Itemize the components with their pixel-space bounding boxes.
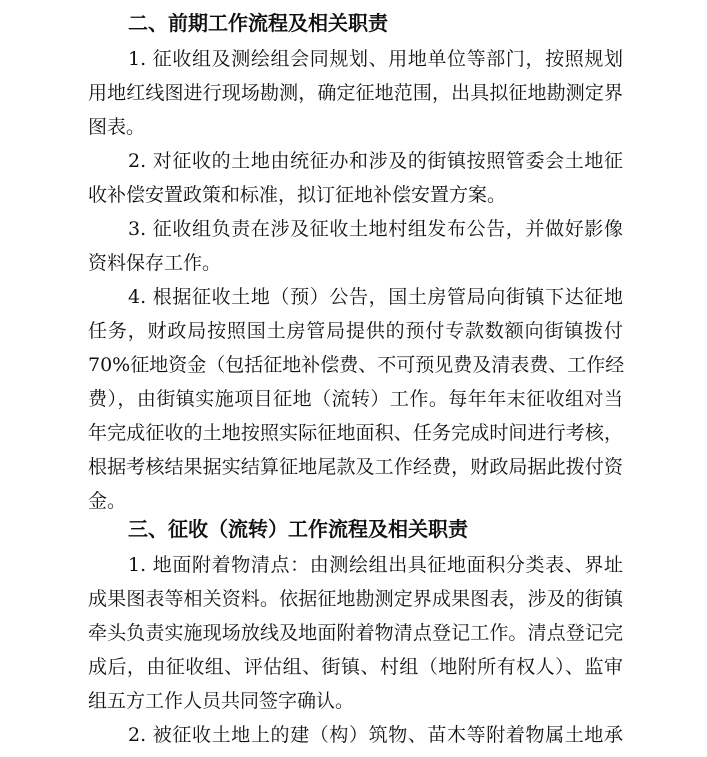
section-heading-2: 二、前期工作流程及相关职责: [128, 11, 388, 35]
paragraph-line: 1. 地面附着物清点：由测绘组出具征地面积分类表、界址: [128, 554, 623, 576]
paragraph-line: 根据考核结果据实结算征地尾款及工作经费，财政局据此拨付资: [88, 456, 623, 478]
paragraph-line: 组五方工作人员共同签字确认。: [88, 690, 355, 712]
paragraph-line: 成后，由征收组、评估组、街镇、村组（地附所有权人）、监审: [88, 656, 623, 678]
section-heading-3: 三、征收（流转）工作流程及相关职责: [128, 517, 468, 541]
paragraph-line: 2. 对征收的土地由统征办和涉及的街镇按照管委会土地征: [128, 150, 623, 172]
paragraph-line: 2. 被征收土地上的建（构）筑物、苗木等附着物属土地承: [128, 724, 623, 746]
paragraph-line: 1. 征收组及测绘组会同规划、用地单位等部门，按照规划: [128, 48, 623, 70]
paragraph-line: 70%征地资金（包括征地补偿费、不可预见费及清表费、工作经: [88, 354, 625, 376]
paragraph-line: 任务，财政局按照国土房管局提供的预付专款数额向街镇拨付: [88, 320, 623, 342]
paragraph-line: 牵头负责实施现场放线及地面附着物清点登记工作。清点登记完: [88, 622, 623, 644]
paragraph-line: 3. 征收组负责在涉及征收土地村组发布公告，并做好影像: [128, 218, 623, 240]
paragraph-line: 4. 根据征收土地（预）公告，国土房管局向街镇下达征地: [128, 286, 623, 308]
paragraph-line: 图表。: [88, 116, 146, 138]
paragraph-line: 年完成征收的土地按照实际征地面积、任务完成时间进行考核，: [88, 422, 623, 444]
paragraph-line: 金。: [88, 490, 127, 512]
paragraph-line: 成果图表等相关资料。依据征地勘测定界成果图表，涉及的街镇: [88, 588, 623, 610]
paragraph-line: 用地红线图进行现场勘测，确定征地范围，出具拟征地勘测定界: [88, 82, 623, 104]
paragraph-line: 收补偿安置政策和标准，拟订征地补偿安置方案。: [88, 184, 507, 206]
paragraph-line: 资料保存工作。: [88, 252, 222, 274]
paragraph-line: 费），由街镇实施项目征地（流转）工作。每年年末征收组对当: [88, 388, 623, 410]
